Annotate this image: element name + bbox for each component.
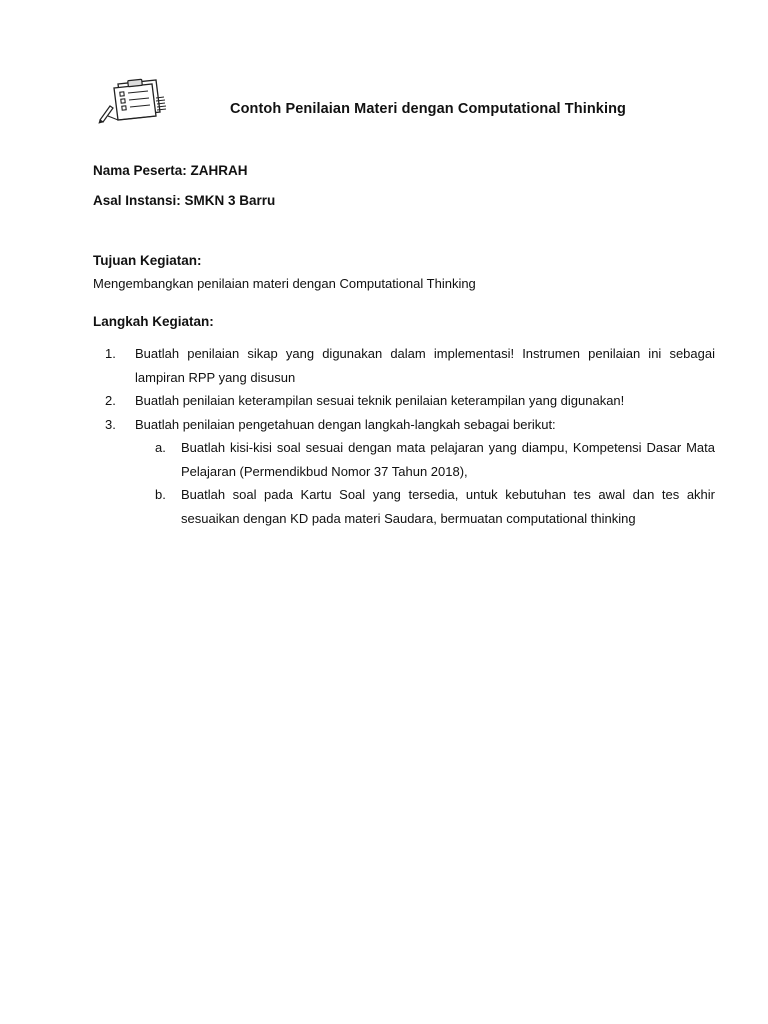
steps-list: [93, 342, 715, 530]
participant-institution: Asal Instansi: SMKN 3 Barru: [93, 193, 276, 208]
step-text: Buatlah penilaian pengetahuan dengan langkah-langkah sebagai berikut:: [135, 416, 556, 432]
substep-text: Buatlah soal pada Kartu Soal yang tersedia, untuk kebutuhan tes awal dan tes akhir sesuaikan dengan KD pada materi Saudara, bermuatan computational thinking: [181, 487, 715, 526]
substep-letter: b.: [155, 487, 166, 502]
substeps-list: [155, 436, 715, 530]
list-item: [93, 389, 715, 413]
document-title: Contoh Penilaian Materi dengan Computational Thinking: [230, 101, 626, 117]
objective-text: Mengembangkan penilaian materi dengan Computational Thinking: [93, 276, 476, 291]
step-text: Buatlah penilaian keterampilan sesuai teknik penilaian keterampilan yang digunakan!: [135, 393, 625, 408]
step-text: Buatlah penilaian sikap yang digunakan dalam implementasi! Instrumen penilaian ini sebagai lampiran RPP yang disusun: [135, 346, 715, 385]
list-item: [155, 483, 715, 530]
steps-heading: Langkah Kegiatan:: [93, 314, 214, 329]
list-item: [93, 413, 715, 437]
substep-letter: a.: [155, 440, 166, 455]
list-item: [155, 436, 715, 483]
step-number: 2.: [105, 393, 116, 408]
participant-name: Nama Peserta: ZAHRAH: [93, 163, 248, 178]
list-item: [93, 342, 715, 389]
step-number: 1.: [105, 346, 116, 361]
clipboard-checklist-icon: [98, 76, 168, 124]
objective-heading: Tujuan Kegiatan:: [93, 253, 202, 268]
substep-text: Buatlah kisi-kisi soal sesuai dengan mata pelajaran yang diampu, Kompetensi Dasar Mata Pelajaran (Permendikbud Nomor 37 Tahun 2018),: [181, 440, 715, 479]
step-number: 3.: [105, 416, 116, 432]
